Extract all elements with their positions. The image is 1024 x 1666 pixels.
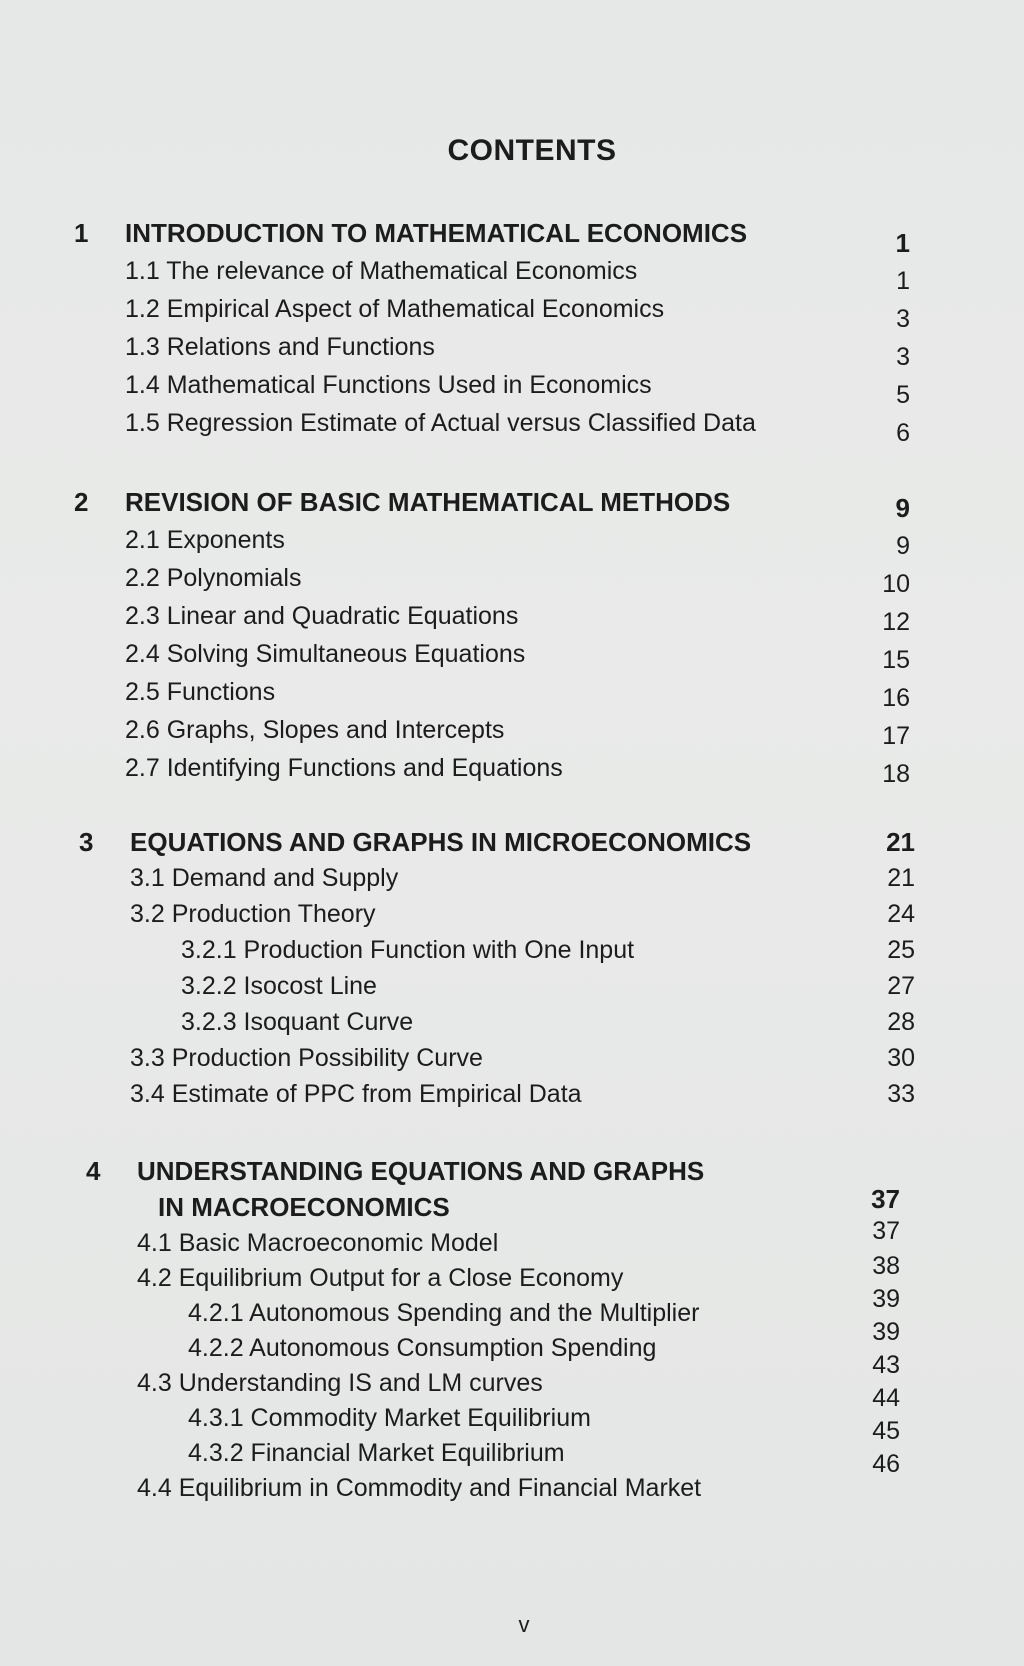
entry-page: 3 [896,343,910,371]
toc-subentry [82,1318,900,1364]
chapter-title-line-1: UNDERSTANDING EQUATIONS AND GRAPHS [137,1156,705,1186]
entry-label: 3.3 Production Possibility Curve [130,1044,483,1072]
chapter-number: 2 [74,487,89,517]
chapter-title: REVISION OF BASIC MATHEMATICAL METHODS [125,487,731,517]
entry-page: 18 [882,760,910,788]
entry-label: 1.3 Relations and Functions [125,333,435,361]
entry-page: 43 [872,1351,900,1379]
chapter-page: 9 [895,493,910,523]
toc-entry [82,1252,900,1294]
entry-page: 16 [882,684,910,712]
entry-page: 37 [872,1217,900,1245]
entry-page: 45 [872,1417,900,1445]
toc-subentry [82,1285,900,1329]
entry-label: 3.4 Estimate of PPC from Empirical Data [130,1080,582,1108]
entry-page: 27 [887,972,915,1000]
toc-entry [75,859,915,895]
entry-label: 2.5 Functions [125,678,276,706]
entry-page: 25 [887,936,915,964]
toc-entry [70,328,910,371]
chapter-number: 4 [86,1156,101,1186]
toc-entry [70,749,910,787]
entry-label: 4.2 Equilibrium Output for a Close Economy [137,1264,624,1292]
entry-label: 4.3.2 Financial Market Equilibrium [188,1439,565,1467]
entry-label: 2.7 Identifying Functions and Equations [125,754,563,782]
chapter-title: EQUATIONS AND GRAPHS IN MICROECONOMICS [130,827,752,857]
toc-subentry [75,967,915,1003]
entry-label: 1.4 Mathematical Functions Used in Economics [125,371,652,399]
chapter-heading [70,214,910,258]
entry-label: 4.3 Understanding IS and LM curves [137,1369,543,1397]
toc-entry [70,635,910,673]
toc-entry [70,673,910,711]
entry-label: 2.4 Solving Simultaneous Equations [125,640,526,668]
entry-page: 1 [896,267,910,295]
entry-label: 1.5 Regression Estimate of Actual versus Classified Data [125,409,756,437]
entry-label: 3.2.2 Isocost Line [181,972,377,1000]
chapter-page: 37 [871,1184,900,1214]
entry-page: 9 [896,532,910,560]
toc-entry [82,1217,900,1259]
entry-page: 28 [887,1008,915,1036]
entry-label: 3.2 Production Theory [130,900,376,928]
entry-label: 2.6 Graphs, Slopes and Intercepts [125,716,505,744]
toc-entry [70,404,910,447]
page-number-footer: v [518,1612,530,1637]
entry-page: 39 [872,1285,900,1313]
entry-label: 4.2.2 Autonomous Consumption Spending [188,1334,657,1362]
toc-entry [75,1075,915,1111]
entry-label: 4.1 Basic Macroeconomic Model [137,1229,499,1257]
chapter-3 [75,823,915,1111]
entry-page: 12 [882,608,910,636]
chapter-number: 1 [74,218,89,248]
toc-entry [82,1351,900,1399]
entry-label: 2.3 Linear and Quadratic Equations [125,602,519,630]
entry-label: 4.4 Equilibrium in Commodity and Financial Market [137,1474,702,1502]
entry-page: 24 [887,900,915,928]
page-title: CONTENTS [447,134,617,167]
entry-page: 3 [896,305,910,333]
entry-page: 38 [872,1252,900,1280]
entry-page: 30 [887,1044,915,1072]
chapter-1 [70,214,910,447]
toc-entry [70,597,910,635]
chapter-heading [82,1152,900,1188]
toc-entry [70,366,910,409]
chapter-4 [82,1152,900,1504]
toc-entry [70,290,910,333]
chapter-heading [75,823,915,859]
toc-entry [75,895,915,931]
toc-entry [70,252,910,295]
entry-label: 4.2.1 Autonomous Spending and the Multiplier [188,1299,700,1327]
entry-page: 17 [882,722,910,750]
entry-page: 15 [882,646,910,674]
toc-entry [70,559,910,597]
toc-subentry [82,1384,900,1434]
entry-label: 3.1 Demand and Supply [130,864,399,892]
chapter-2 [70,483,910,787]
toc-subentry [75,931,915,967]
entry-page: 21 [887,864,915,892]
chapter-title-line-2: IN MACROECONOMICS [158,1192,450,1222]
chapter-heading [70,483,910,521]
entry-label: 2.1 Exponents [125,526,285,554]
toc-entry [70,521,910,559]
chapter-page: 1 [895,228,910,258]
chapter-title: INTRODUCTION TO MATHEMATICAL ECONOMICS [125,218,748,248]
chapter-number: 3 [79,827,94,857]
entry-label: 4.3.1 Commodity Market Equilibrium [188,1404,591,1432]
entry-label: 2.2 Polynomials [125,564,302,592]
chapter-heading-continued [82,1184,900,1224]
entry-page: 10 [882,570,910,598]
entry-page: 46 [872,1450,900,1478]
toc-entry [75,1039,915,1075]
entry-label: 1.2 Empirical Aspect of Mathematical Economics [125,295,665,323]
entry-label: 1.1 The relevance of Mathematical Economics [125,257,638,285]
entry-page: 33 [887,1080,915,1108]
entry-page: 5 [896,381,910,409]
chapter-page: 21 [886,827,915,857]
entry-label: 3.2.3 Isoquant Curve [181,1008,414,1036]
toc-entry [70,711,910,749]
toc-subentry [75,1003,915,1039]
entry-page: 6 [896,419,910,447]
entry-page: 44 [872,1384,900,1412]
entry-page: 39 [872,1318,900,1346]
entry-label: 3.2.1 Production Function with One Input [181,936,635,964]
